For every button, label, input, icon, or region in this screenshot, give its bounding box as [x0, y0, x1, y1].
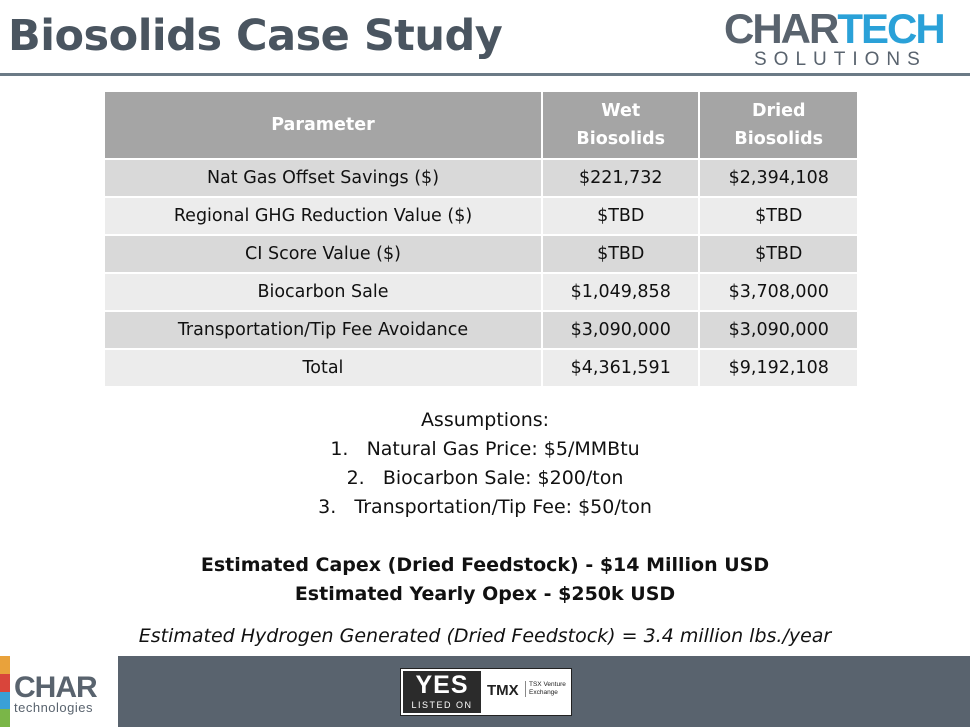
row-dried-value: $2,394,108 — [699, 159, 858, 197]
logo-stripe-blue — [0, 692, 10, 710]
row-dried-value: $TBD — [699, 235, 858, 273]
row-dried-value: $3,708,000 — [699, 273, 858, 311]
row-parameter: Nat Gas Offset Savings ($) — [104, 159, 542, 197]
table-row-total — [104, 349, 858, 387]
header-wet-biosolids: Wet Biosolids — [542, 91, 700, 159]
row-wet-value: $4,361,591 — [542, 349, 700, 387]
logo-char-text: CHAR — [724, 5, 838, 52]
opex-estimate: Estimated Yearly Opex - $250k USD — [294, 583, 676, 605]
chartech-logo — [724, 6, 960, 72]
assumptions-block — [0, 406, 970, 522]
capex-estimate: Estimated Capex (Dried Feedstock) - $14 Million USD — [200, 554, 770, 576]
list-text: Biocarbon Sale: $200/ton — [382, 467, 624, 489]
row-parameter: Regional GHG Reduction Value ($) — [104, 197, 542, 235]
table-row — [104, 311, 858, 349]
row-parameter: CI Score Value ($) — [104, 235, 542, 273]
list-number: 2. — [346, 467, 365, 489]
row-dried-value: $3,090,000 — [699, 311, 858, 349]
chartech-logo-wordmark — [724, 6, 944, 52]
row-parameter: Total — [104, 349, 542, 387]
list-item — [0, 435, 970, 464]
list-text: Natural Gas Price: $5/MMBtu — [366, 438, 640, 460]
badge-listed-text: LISTED ON — [411, 700, 473, 710]
logo-solutions-text: SOLUTIONS — [754, 49, 927, 70]
table-row — [104, 197, 858, 235]
badge-yes-text: YES — [415, 671, 469, 699]
row-dried-value: $TBD — [699, 197, 858, 235]
logo-stripes — [0, 656, 10, 727]
row-dried-value: $9,192,108 — [699, 349, 858, 387]
badge-yes-panel — [403, 671, 481, 713]
list-number: 1. — [330, 438, 349, 460]
table-row — [104, 159, 858, 197]
footer-logo-char: CHAR — [14, 671, 97, 704]
row-wet-value: $1,049,858 — [542, 273, 700, 311]
row-wet-value: $TBD — [542, 197, 700, 235]
assumptions-heading: Assumptions: — [420, 409, 550, 431]
logo-stripe-orange — [0, 656, 10, 674]
estimates-block — [0, 551, 970, 609]
row-parameter: Transportation/Tip Fee Avoidance — [104, 311, 542, 349]
list-number: 3. — [318, 496, 337, 518]
row-parameter: Biocarbon Sale — [104, 273, 542, 311]
footer-bar — [0, 656, 970, 727]
footer-logo-technologies: technologies — [14, 700, 93, 715]
table-row — [104, 235, 858, 273]
row-wet-value: $221,732 — [542, 159, 700, 197]
title-divider — [0, 73, 970, 76]
char-technologies-logo — [0, 656, 118, 727]
logo-stripe-green — [0, 709, 10, 727]
logo-stripe-red — [0, 674, 10, 692]
row-wet-value: $3,090,000 — [542, 311, 700, 349]
hydrogen-estimate: Estimated Hydrogen Generated (Dried Feedstock) = 3.4 million lbs./year — [138, 625, 832, 647]
table-row — [104, 273, 858, 311]
header-dried-biosolids: Dried Biosolids — [699, 91, 858, 159]
row-wet-value: $TBD — [542, 235, 700, 273]
badge-tmx-text: TMX — [487, 682, 519, 699]
list-text: Transportation/Tip Fee: $50/ton — [354, 496, 652, 518]
table-header-row — [104, 91, 858, 159]
list-item — [0, 493, 970, 522]
logo-tech-text: TECH — [837, 5, 944, 52]
slide-title: Biosolids Case Study — [8, 11, 503, 61]
header-parameter: Parameter — [104, 91, 542, 159]
parameter-table — [103, 90, 859, 388]
assumptions-list — [0, 435, 970, 522]
list-item — [0, 464, 970, 493]
badge-exchange-text: TSX Venture Exchange — [525, 681, 573, 697]
tsx-listing-badge — [400, 668, 572, 716]
